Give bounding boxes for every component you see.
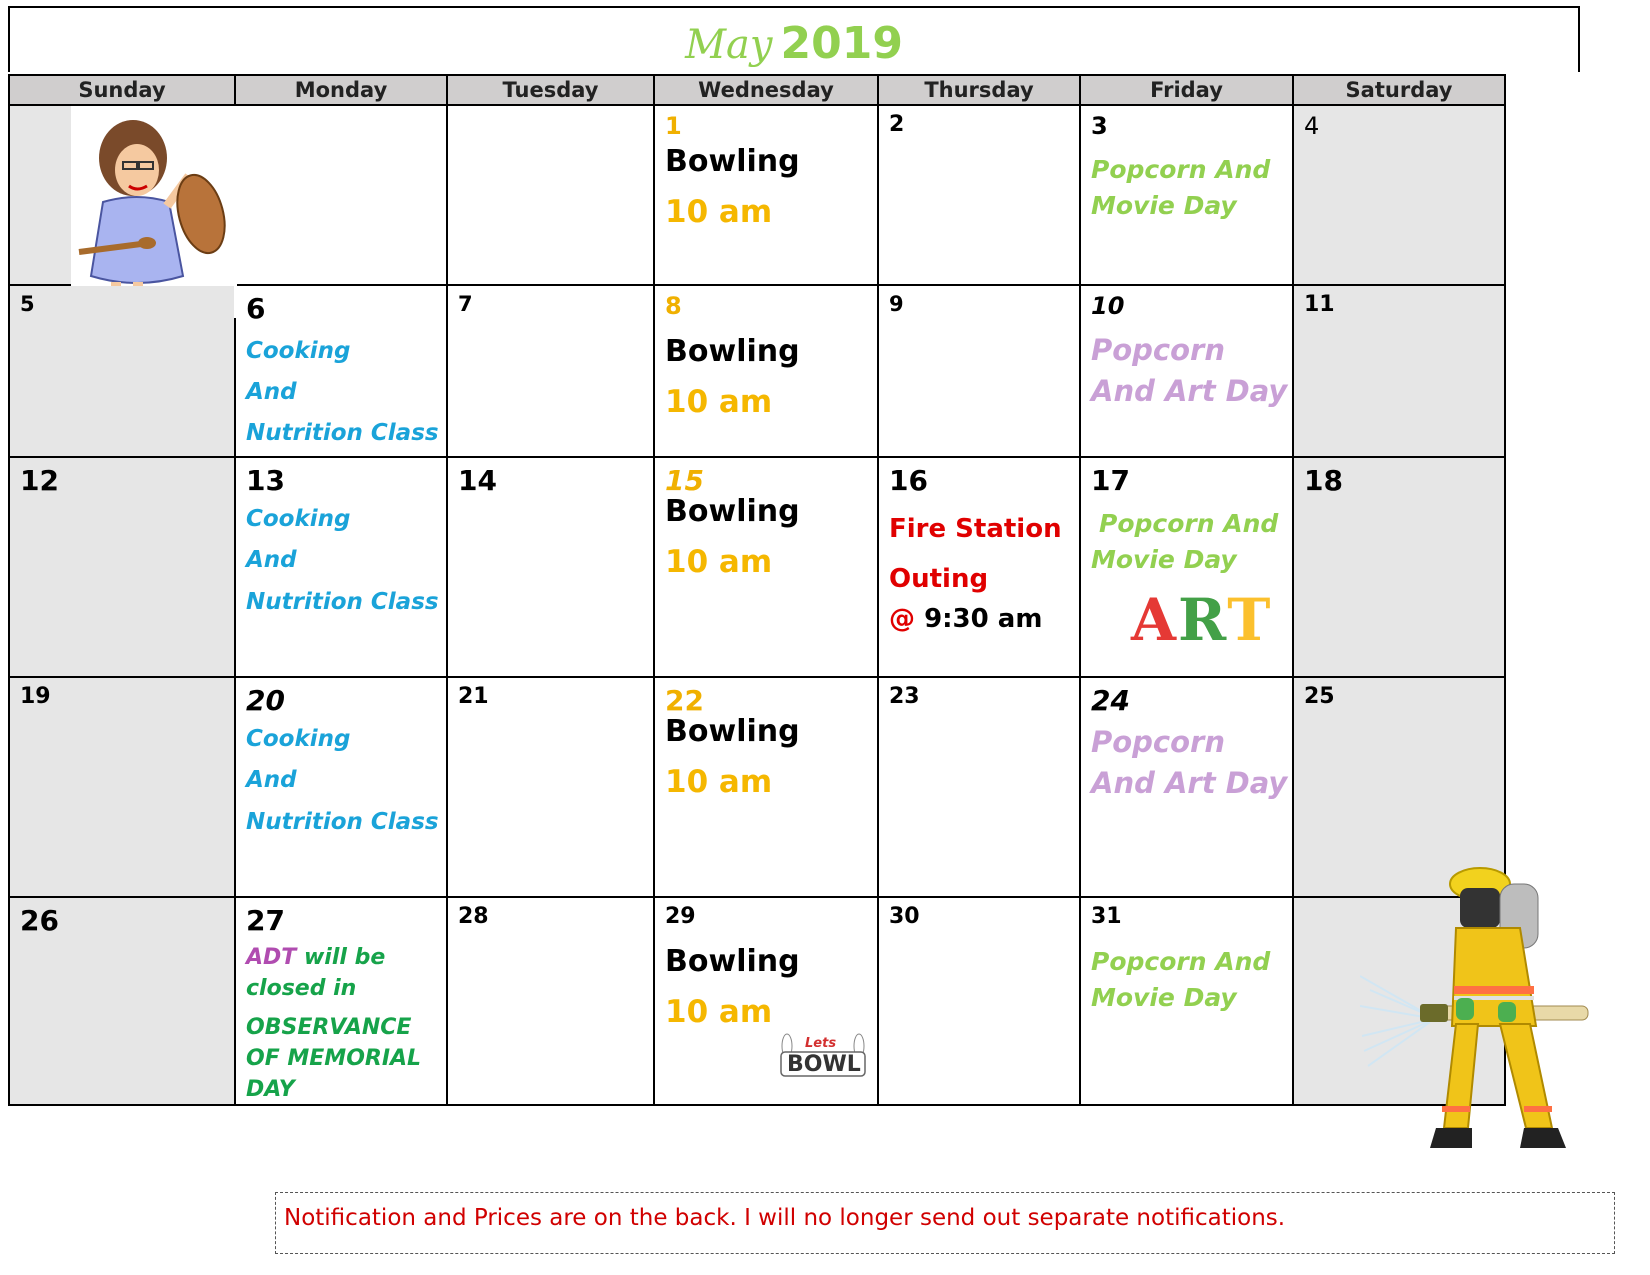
day-cell xyxy=(878,457,1080,677)
day-cell xyxy=(9,457,235,677)
event-popcorn-movie: Popcorn And xyxy=(1091,155,1271,184)
day-cell xyxy=(1293,457,1505,677)
event-time: 10 am xyxy=(665,544,773,580)
adt-line: closed in xyxy=(246,976,357,1001)
event-bowling: Bowling xyxy=(665,714,800,749)
event-popcorn-art: Popcorn xyxy=(1091,333,1225,367)
day-cell xyxy=(235,457,447,677)
adt-label: ADT xyxy=(246,945,297,970)
day-number: 31 xyxy=(1091,904,1122,929)
day-cell xyxy=(447,677,654,897)
day-number: 12 xyxy=(20,464,59,497)
day-number: 5 xyxy=(20,292,35,316)
day-number: 18 xyxy=(1304,464,1343,497)
logo-bowl: BOWL xyxy=(787,1052,861,1077)
adt-line xyxy=(246,942,421,973)
event-cooking: And xyxy=(246,379,297,405)
event-time: 10 am xyxy=(665,194,773,230)
fire-time-value: 9:30 am xyxy=(924,604,1043,634)
lets-bowl-logo xyxy=(775,1026,871,1080)
logo-lets: Lets xyxy=(805,1036,837,1051)
day-number: 11 xyxy=(1304,292,1335,317)
day-cell xyxy=(878,677,1080,897)
day-cell xyxy=(447,897,654,1105)
day-number: 10 xyxy=(1091,292,1125,320)
adt-line: OF MEMORIAL xyxy=(246,1046,422,1071)
event-popcorn-movie: Popcorn And xyxy=(1091,947,1271,976)
event-time xyxy=(889,604,1042,634)
day-number: 22 xyxy=(665,684,704,717)
day-cell xyxy=(1080,677,1293,897)
day-cell xyxy=(1080,457,1293,677)
weekday-header-row xyxy=(9,75,1505,105)
day-cell-empty xyxy=(447,105,654,285)
day-number: 15 xyxy=(665,464,704,497)
art-letter: T xyxy=(1227,586,1273,654)
event-popcorn-movie: Movie Day xyxy=(1091,191,1237,220)
day-cell-empty xyxy=(9,105,235,285)
day-cell xyxy=(9,285,235,457)
calendar-grid xyxy=(8,74,1506,1106)
day-cell xyxy=(654,897,878,1105)
notice-text: Notification and Prices are on the back. I will no longer send out separate notifications. xyxy=(284,1205,1286,1231)
adt-line: OBSERVANCE xyxy=(246,1015,412,1040)
event-fire-station: Outing xyxy=(889,564,989,594)
event-popcorn-movie: Movie Day xyxy=(1091,983,1237,1012)
day-cell xyxy=(878,285,1080,457)
day-cell xyxy=(654,285,878,457)
day-cell xyxy=(1293,677,1505,897)
day-cell-empty xyxy=(235,105,447,285)
day-cell xyxy=(878,897,1080,1105)
day-number: 27 xyxy=(246,904,285,937)
event-cooking: Nutrition Class xyxy=(246,589,439,615)
day-cell xyxy=(235,897,447,1105)
event-time: 10 am xyxy=(665,764,773,800)
title-month: May xyxy=(685,22,773,68)
day-number: 8 xyxy=(665,292,682,320)
week-row xyxy=(9,285,1505,457)
day-cell xyxy=(1293,285,1505,457)
event-cooking: Cooking xyxy=(246,338,351,364)
day-number: 23 xyxy=(889,684,920,709)
weekday-sunday: Sunday xyxy=(9,75,235,105)
event-bowling: Bowling xyxy=(665,494,800,529)
day-number: 24 xyxy=(1091,684,1130,717)
weekday-thursday: Thursday xyxy=(878,75,1080,105)
day-number: 17 xyxy=(1091,464,1130,497)
art-splatter-image xyxy=(1131,586,1272,654)
event-adt-closed xyxy=(246,942,421,1105)
day-cell xyxy=(878,105,1080,285)
event-cooking: Nutrition Class xyxy=(246,420,439,446)
event-cooking: Cooking xyxy=(246,506,351,532)
day-number: 2 xyxy=(889,112,905,137)
day-cell xyxy=(1080,105,1293,285)
day-number: 29 xyxy=(665,904,696,929)
event-bowling: Bowling xyxy=(665,944,800,979)
event-cooking: And xyxy=(246,547,297,573)
event-popcorn-movie: Popcorn And xyxy=(1099,509,1279,538)
day-number: 1 xyxy=(665,112,682,140)
day-cell xyxy=(654,677,878,897)
title-year: 2019 xyxy=(780,18,903,69)
day-number: 19 xyxy=(20,684,51,709)
week-row xyxy=(9,105,1505,285)
day-cell xyxy=(1293,105,1505,285)
day-number: 13 xyxy=(246,464,285,497)
day-number: 3 xyxy=(1091,112,1108,140)
weekday-friday: Friday xyxy=(1080,75,1293,105)
adt-line: DAY xyxy=(246,1077,295,1102)
event-bowling: Bowling xyxy=(665,334,800,369)
day-cell xyxy=(447,457,654,677)
event-bowling: Bowling xyxy=(665,144,800,179)
day-cell xyxy=(235,285,447,457)
art-letter: R xyxy=(1178,586,1228,654)
event-popcorn-art: Popcorn xyxy=(1091,725,1225,759)
calendar-title xyxy=(8,6,1580,72)
weekday-tuesday: Tuesday xyxy=(447,75,654,105)
day-cell xyxy=(9,677,235,897)
event-time: 10 am xyxy=(665,994,773,1030)
day-number: 21 xyxy=(458,684,489,709)
day-number: 7 xyxy=(458,292,473,316)
event-time: 10 am xyxy=(665,384,773,420)
day-number: 14 xyxy=(458,464,497,497)
event-popcorn-art: And Art Day xyxy=(1091,374,1288,408)
day-cell xyxy=(1080,897,1293,1105)
weekday-saturday: Saturday xyxy=(1293,75,1505,105)
weekday-monday: Monday xyxy=(235,75,447,105)
event-cooking: Nutrition Class xyxy=(246,809,439,835)
weekday-wednesday: Wednesday xyxy=(654,75,878,105)
event-cooking: Cooking xyxy=(246,726,351,752)
day-cell xyxy=(9,897,235,1105)
day-number: 26 xyxy=(20,904,59,937)
day-cell xyxy=(235,677,447,897)
event-cooking: And xyxy=(246,767,297,793)
adt-text: will be xyxy=(303,945,386,970)
art-letter: A xyxy=(1131,586,1179,654)
day-cell xyxy=(654,457,878,677)
day-number: 30 xyxy=(889,904,920,929)
notice-box xyxy=(275,1192,1615,1254)
event-popcorn-movie: Movie Day xyxy=(1091,545,1237,574)
day-number: 9 xyxy=(889,292,904,316)
week-row xyxy=(9,457,1505,677)
firefighter-illustration xyxy=(1360,866,1590,1156)
week-row xyxy=(9,677,1505,897)
event-fire-station: Fire Station xyxy=(889,514,1062,544)
event-popcorn-art: And Art Day xyxy=(1091,766,1288,800)
day-number: 16 xyxy=(889,464,928,497)
day-cell xyxy=(654,105,878,285)
day-number: 4 xyxy=(1304,112,1320,140)
day-number: 6 xyxy=(246,292,266,325)
day-number: 28 xyxy=(458,904,489,929)
day-cell xyxy=(447,285,654,457)
day-number: 20 xyxy=(246,684,285,717)
week-row xyxy=(9,897,1505,1105)
at-symbol: @ xyxy=(889,604,915,634)
day-cell xyxy=(1080,285,1293,457)
day-number: 25 xyxy=(1304,684,1335,709)
